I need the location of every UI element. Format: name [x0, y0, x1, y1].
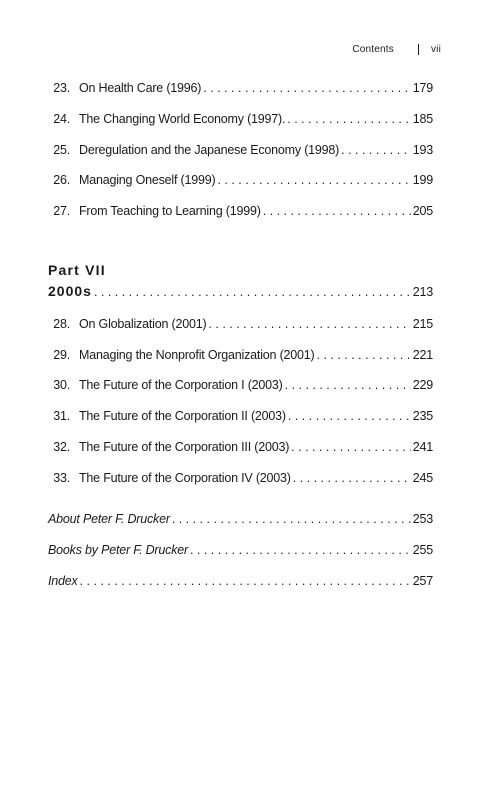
toc-entry [48, 377, 433, 393]
toc-entry [48, 347, 433, 363]
leader-dots [217, 172, 410, 188]
back-matter-title: Books by Peter F. Drucker [48, 543, 188, 557]
leader-dots [285, 377, 411, 393]
leader-dots [203, 80, 410, 96]
chapter-number: 27. [53, 204, 70, 218]
chapter-page: 185 [412, 112, 433, 126]
chapter-page: 205 [412, 204, 433, 218]
chapter-page: 241 [412, 440, 433, 454]
chapter-title: Deregulation and the Japanese Economy (1998) [79, 143, 340, 157]
leader-dots [287, 111, 410, 127]
toc-entry [48, 172, 433, 188]
toc-entry [48, 111, 433, 127]
toc-entry [48, 80, 433, 96]
part-label: Part VII [48, 262, 106, 278]
leader-dots [291, 439, 411, 455]
part-title: 2000s [48, 283, 92, 299]
chapter-number: 29. [53, 348, 70, 362]
toc-back-matter-entry [48, 542, 433, 558]
back-matter-page: 257 [412, 574, 433, 588]
chapter-title: Managing Oneself (1999) [79, 173, 216, 187]
chapter-number: 24. [53, 112, 70, 126]
chapter-number: 28. [53, 317, 70, 331]
chapter-number: 33. [53, 471, 70, 485]
chapter-page: 221 [412, 348, 433, 362]
chapter-title: The Future of the Corporation I (2003) [79, 378, 283, 392]
toc-back-matter-entry [48, 511, 433, 527]
leader-dots [263, 203, 411, 219]
chapter-title: The Future of the Corporation IV (2003) [79, 471, 291, 485]
back-matter-title: Index [48, 574, 78, 588]
chapter-title: The Changing World Economy (1997). [79, 112, 286, 126]
leader-dots [317, 347, 411, 363]
running-head-section: Contents [352, 44, 394, 55]
chapter-number: 32. [53, 440, 70, 454]
back-matter-title: About Peter F. Drucker [48, 512, 170, 526]
back-matter-page: 253 [412, 512, 433, 526]
part-page: 213 [412, 285, 433, 299]
chapter-page: 235 [412, 409, 433, 423]
leader-dots [293, 470, 411, 486]
chapter-page: 245 [412, 471, 433, 485]
part-heading [48, 283, 433, 300]
chapter-page: 179 [412, 81, 433, 95]
leader-dots [288, 408, 411, 424]
chapter-title: The Future of the Corporation III (2003) [79, 440, 290, 454]
toc-entry [48, 142, 433, 158]
leader-dots [94, 284, 411, 300]
chapter-number: 23. [53, 81, 70, 95]
chapter-number: 26. [53, 173, 70, 187]
toc-entry [48, 203, 433, 219]
toc-entry [48, 408, 433, 424]
leader-dots [172, 511, 411, 527]
chapter-title: On Health Care (1996) [79, 81, 202, 95]
chapter-page: 229 [412, 378, 433, 392]
leader-dots [190, 542, 411, 558]
chapter-title: From Teaching to Learning (1999) [79, 204, 261, 218]
chapter-title: The Future of the Corporation II (2003) [79, 409, 286, 423]
toc-entry [48, 470, 433, 486]
toc-entry [48, 316, 433, 332]
chapter-page: 193 [412, 143, 433, 157]
running-head [352, 44, 441, 55]
chapter-number: 25. [53, 143, 70, 157]
running-head-separator [418, 44, 419, 55]
chapter-page: 199 [412, 173, 433, 187]
running-head-page-number: vii [430, 44, 441, 55]
toc-entry [48, 439, 433, 455]
chapter-title: On Globalization (2001) [79, 317, 207, 331]
chapter-page: 215 [412, 317, 433, 331]
leader-dots [341, 142, 411, 158]
back-matter-page: 255 [412, 543, 433, 557]
toc-back-matter-entry [48, 573, 433, 589]
leader-dots [80, 573, 411, 589]
chapter-number: 31. [53, 409, 70, 423]
leader-dots [208, 316, 410, 332]
chapter-title: Managing the Nonprofit Organization (2001) [79, 348, 315, 362]
chapter-number: 30. [53, 378, 70, 392]
